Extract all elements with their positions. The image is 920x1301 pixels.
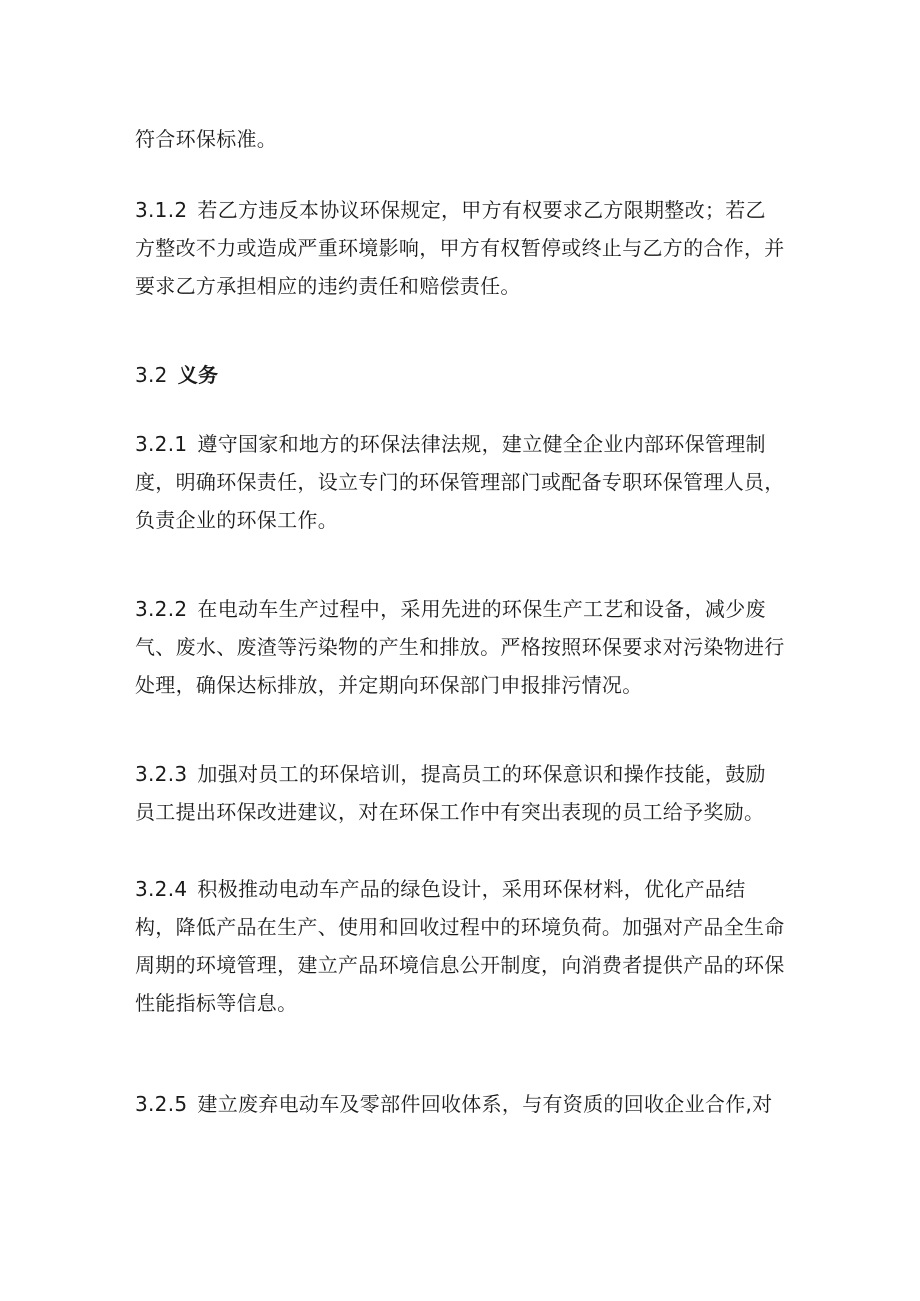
clause-3-1-2 — [135, 191, 785, 305]
clause-3-2-5 — [135, 1085, 785, 1123]
clause-number: 3.1.2 — [135, 198, 188, 222]
clause-number: 3.2.1 — [135, 432, 188, 456]
clause-text: 加强对员工的环保培训，提高员工的环保意识和操作技能，鼓励员工提出环保改进建议，对在环保工作中有突出表现的员工给予奖励。 — [135, 762, 766, 824]
paragraph-continuation — [135, 120, 785, 158]
clause-number: 3.2.4 — [135, 877, 188, 901]
clause-text: 建立废弃电动车及零部件回收体系，与有资质的回收企业合作,对 — [197, 1092, 773, 1116]
paragraph-text: 符合环保标准。 — [135, 127, 278, 151]
clause-text: 若乙方违反本协议环保规定，甲方有权要求乙方限期整改；若乙方整改不力或造成严重环境影响，甲方有权暂停或终止与乙方的合作，并要求乙方承担相应的违约责任和赔偿责任。 — [135, 198, 785, 298]
section-heading-3-2 — [135, 356, 785, 394]
clause-3-2-2 — [135, 590, 785, 704]
section-title: 义务 — [177, 363, 219, 387]
clause-number: 3.2.5 — [135, 1092, 188, 1116]
clause-3-2-4 — [135, 870, 785, 1022]
clause-number: 3.2.2 — [135, 597, 188, 621]
clause-3-2-3 — [135, 755, 785, 831]
section-number: 3.2 — [135, 363, 168, 387]
clause-text: 积极推动电动车产品的绿色设计，采用环保材料，优化产品结构，降低产品在生产、使用和回收过程中的环境负荷。加强对产品全生命周期的环境管理，建立产品环境信息公开制度，向消费者提供产品的环保性能指标等信息。 — [135, 877, 785, 1015]
clause-text: 遵守国家和地方的环保法律法规，建立健全企业内部环保管理制度，明确环保责任，设立专门的环保管理部门或配备专职环保管理人员，负责企业的环保工作。 — [135, 432, 785, 532]
clause-3-2-1 — [135, 425, 785, 539]
clause-text: 在电动车生产过程中，采用先进的环保生产工艺和设备，减少废气、废水、废渣等污染物的产生和排放。严格按照环保要求对污染物进行处理，确保达标排放，并定期向环保部门申报排污情况。 — [135, 597, 785, 697]
clause-number: 3.2.3 — [135, 762, 188, 786]
